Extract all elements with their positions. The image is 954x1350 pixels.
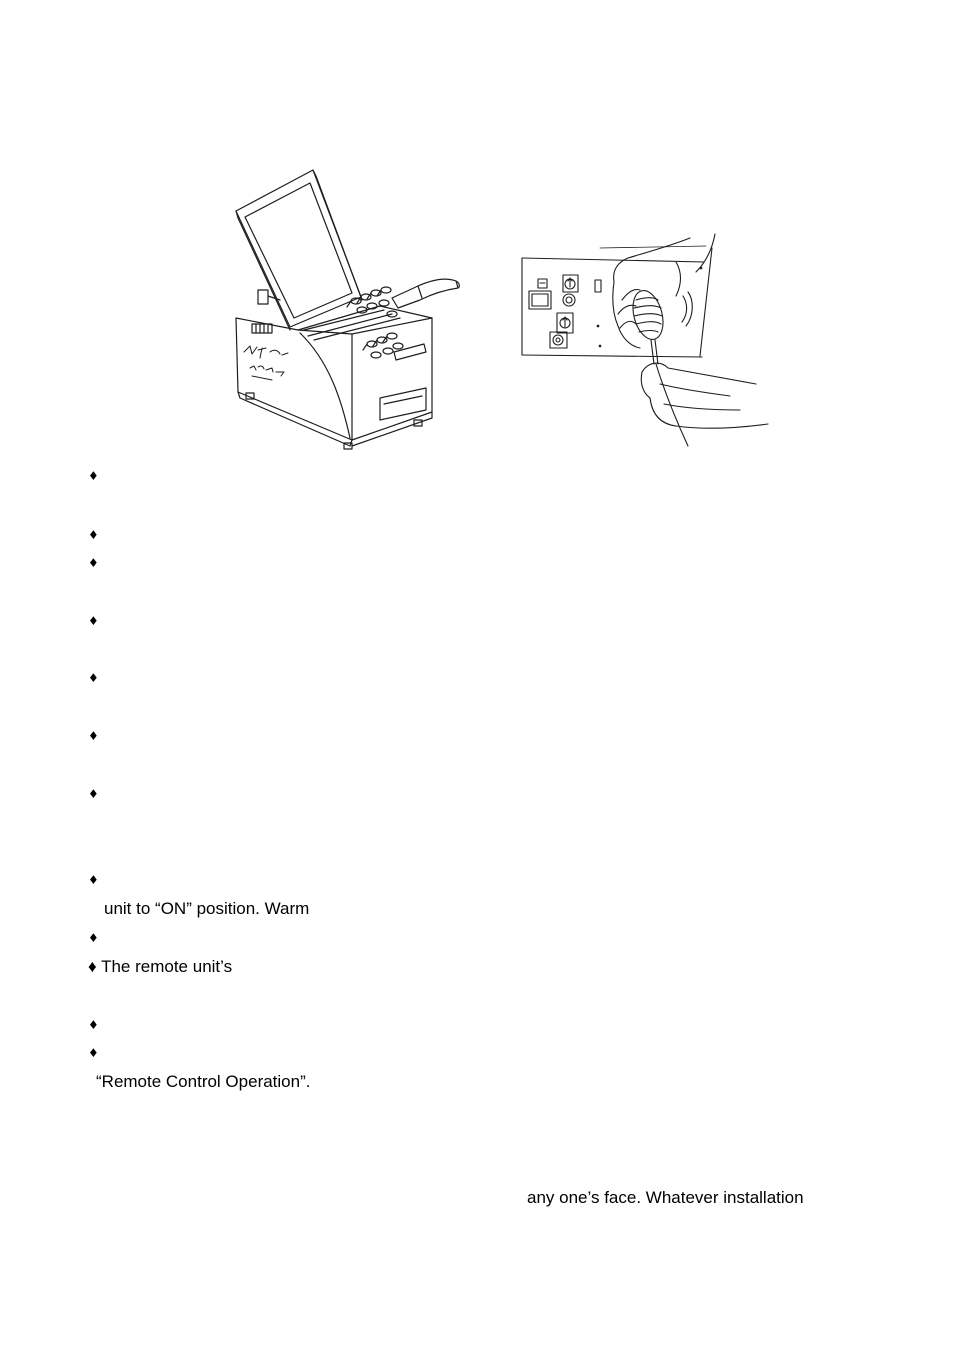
fluid-drawer bbox=[380, 388, 426, 420]
fog-machine-illustration bbox=[215, 160, 465, 460]
text-line-warm-up: unit to “ON” position. Warm bbox=[104, 899, 310, 918]
upper-hand bbox=[613, 234, 715, 348]
bullet-marker: ♦ bbox=[88, 528, 99, 542]
cable-connector bbox=[628, 287, 668, 343]
machine-logo bbox=[244, 346, 288, 380]
bullet-marker: ♦ bbox=[88, 1046, 99, 1060]
vent-grille bbox=[252, 324, 272, 333]
text-line-remote-control-operation: “Remote Control Operation”. bbox=[96, 1072, 311, 1091]
control-panel-illustration bbox=[515, 230, 775, 450]
bullet-marker: ♦ bbox=[88, 556, 99, 570]
bullet-marker: ♦ bbox=[88, 671, 99, 685]
bullet-marker: ♦ bbox=[88, 787, 99, 801]
fog-nozzle bbox=[392, 279, 459, 308]
control-knob bbox=[557, 313, 573, 333]
bullet-marker: ♦ bbox=[88, 873, 99, 887]
control-knob bbox=[563, 275, 578, 292]
indicator-slot bbox=[595, 267, 702, 347]
bullet-marker: ♦ bbox=[88, 729, 99, 743]
bullet-marker: ♦ bbox=[88, 469, 99, 483]
lower-hand bbox=[641, 363, 768, 428]
hose-connectors bbox=[347, 287, 403, 358]
bullet-marker: ♦ bbox=[88, 614, 99, 628]
machine-lid bbox=[236, 170, 362, 330]
bullet-marker: ♦ bbox=[88, 931, 99, 945]
power-switch bbox=[538, 279, 547, 288]
plug-pin bbox=[651, 340, 658, 364]
text-line-remote-unit: ♦ The remote unit’s bbox=[88, 957, 233, 976]
machine-body bbox=[236, 306, 432, 446]
side-handle bbox=[394, 344, 426, 360]
control-knob bbox=[563, 294, 575, 306]
control-knob bbox=[550, 332, 567, 348]
text-line-installation: any one’s face. Whatever installation bbox=[527, 1188, 804, 1207]
fan-grille bbox=[682, 292, 692, 326]
square-button bbox=[529, 291, 551, 309]
bullet-marker: ♦ bbox=[88, 1018, 99, 1032]
